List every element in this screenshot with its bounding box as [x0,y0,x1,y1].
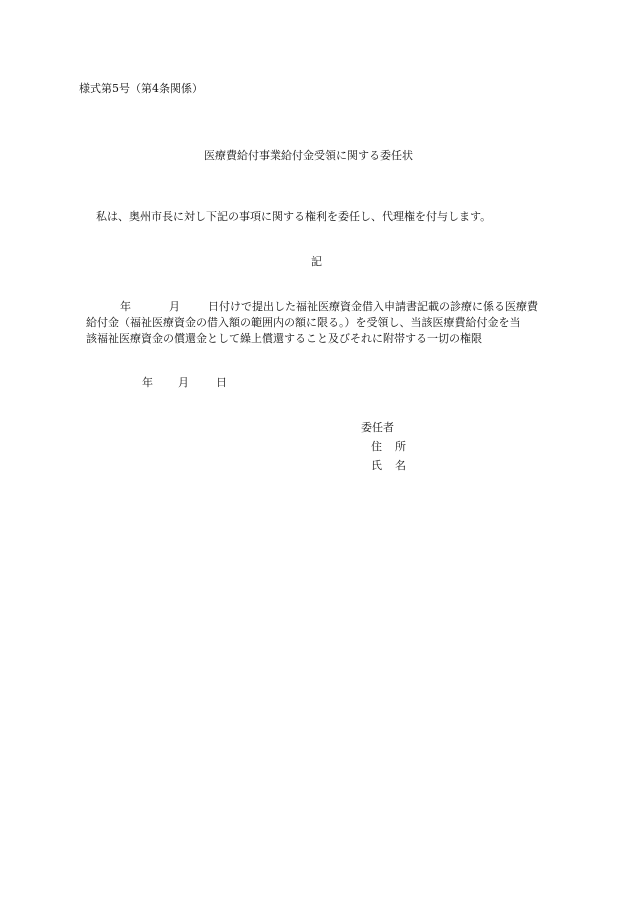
date-month: 月 [178,376,189,389]
paragraph-line-1 [86,299,556,315]
date-day: 日 [216,376,227,389]
name-label [371,460,406,471]
ki-label: 記 [311,255,322,268]
principal-label: 委任者 [361,421,394,434]
declaration-text: 私は、奥州市長に対し下記の事項に関する権利を委任し、代理権を付与します。 [96,210,492,223]
form-number: 様式第5号（第4条関係） [79,82,203,95]
entrustment-paragraph [86,299,556,347]
paragraph-year: 年 [120,300,131,313]
document-title: 医療費給付事業給付金受領に関する委任状 [204,149,413,162]
address-label-char-2: 所 [395,440,406,453]
address-label-char-1: 住 [371,440,382,453]
paragraph-month: 月 [169,300,180,313]
paragraph-line-1-text: 日付けで提出した福祉医療資金借入申請書記載の診療に係る医療費 [208,300,538,313]
date-line [142,377,227,388]
name-label-char-2: 名 [395,459,406,472]
name-label-char-1: 氏 [371,459,382,472]
date-year: 年 [142,376,153,389]
address-label [371,441,406,452]
paragraph-line-2: 給付金（福祉医療資金の借入額の範囲内の額に限る。）を受領し、当該医療費給付金を当 [86,316,521,329]
paragraph-line-3: 該福祉医療資金の償還金として繰上償還すること及びそれに附帯する一切の権限 [86,332,482,345]
